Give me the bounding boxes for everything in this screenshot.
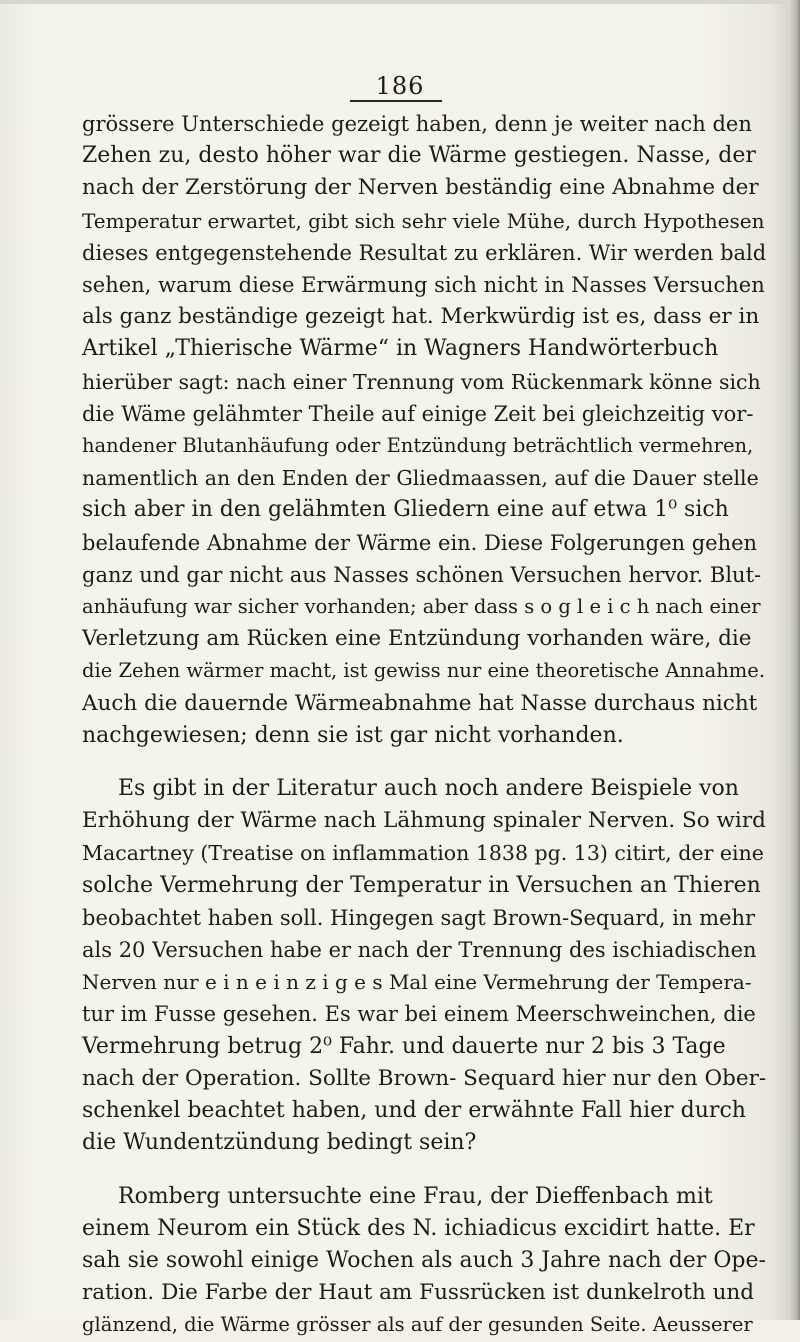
text-line: handener Blutanhäufung oder Entzündung beträchtlich vermehren, — [82, 434, 754, 458]
text-line: Temperatur erwartet, gibt sich sehr viele Mühe, durch Hypothesen — [82, 208, 765, 233]
text-line: hierüber sagt: nach einer Trennung vom Rückenmark könne sich — [82, 369, 761, 394]
text-line: belaufende Abnahme der Wärme ein. Diese Folgerungen gehen — [82, 530, 758, 555]
text-line: ganz und gar nicht aus Nasses schönen Versuchen hervor. Blut- — [82, 562, 762, 587]
paragraph-2 — [82, 773, 766, 1159]
text-line: schenkel beachtet haben, und der erwähnte Fall hier durch — [82, 1098, 746, 1124]
text-line: sehen, warum diese Erwärmung sich nicht in Nasses Versuchen — [82, 273, 765, 298]
text-line: Zehen zu, desto höher war die Wärme gestiegen. Nasse, der — [82, 143, 756, 169]
text-line: beobachtet haben soll. Hingegen sagt Brown-Sequard, in mehr — [82, 905, 756, 930]
page-number-rule — [350, 100, 442, 102]
paragraph-3 — [82, 1181, 766, 1342]
paragraph-gap — [82, 1160, 766, 1181]
text-line: dieses entgegenstehende Resultat zu erklären. Wir werden bald — [82, 240, 767, 265]
text-line: solche Vermehrung der Temperatur in Versuchen an Thieren — [82, 872, 761, 898]
paragraph-1 — [82, 108, 766, 752]
text-line: tur im Fusse gesehen. Es war bei einem Meerschweinchen, die — [82, 1002, 756, 1027]
text-line: einem Neurom ein Stück des N. ichiadicus excidirt hatte. Er — [82, 1215, 755, 1241]
text-line: grössere Unterschiede gezeigt haben, denn je weiter nach den — [82, 112, 752, 136]
text-line: die Zehen wärmer macht, ist gewiss nur eine theoretische Annahme. — [82, 659, 766, 683]
text-line: Macartney (Treatise on inflammation 1838 pg. 13) citirt, der eine — [82, 841, 764, 866]
text-line: die Wundentzündung bedingt sein? — [82, 1130, 477, 1156]
text-line: nach der Zerstörung der Nerven beständig eine Abnahme der — [82, 175, 759, 201]
text-line: nach der Operation. Sollte Brown- Sequard hier nur den Ober- — [82, 1065, 767, 1091]
text-line: Auch die dauernde Wärmeabnahme hat Nasse durchaus nicht — [82, 690, 758, 716]
text-line: sich aber in den gelähmten Gliedern eine auf etwa 1⁰ sich — [82, 497, 729, 523]
text-line: Es gibt in der Literatur auch noch andere Beispiele von — [118, 776, 739, 802]
text-line: nachgewiesen; denn sie ist gar nicht vorhanden. — [82, 722, 624, 748]
text-line: als 20 Versuchen habe er nach der Trennung des ischiadischen — [82, 938, 757, 963]
text-line: als ganz beständige gezeigt hat. Merkwürdig ist es, dass er in — [82, 304, 760, 330]
body-text — [82, 108, 766, 1342]
text-line: Artikel „Thierische Wärme“ in Wagners Handwörterbuch — [82, 336, 719, 362]
text-line: namentlich an den Enden der Gliedmaassen, auf die Dauer stelle — [82, 466, 759, 491]
paragraph-gap — [82, 752, 766, 773]
text-line: Nerven nur e i n e i n z i g e s Mal eine Vermehrung der Tempera- — [82, 970, 752, 995]
text-line: Romberg untersuchte eine Frau, der Dieffenbach mit — [118, 1183, 713, 1209]
text-line: die Wäme gelähmter Theile auf einige Zeit bei gleichzeitig vor- — [82, 401, 754, 426]
text-line: ration. Die Farbe der Haut am Fussrücken ist dunkelroth und — [82, 1280, 755, 1306]
text-line: Vermehrung betrug 2⁰ Fahr. und dauerte nur 2 bis 3 Tage — [82, 1033, 726, 1059]
text-line: Erhöhung der Wärme nach Lähmung spinaler Nerven. So wird — [82, 808, 766, 834]
text-line: glänzend, die Wärme grösser als auf der gesunden Seite. Aeusserer — [82, 1313, 753, 1337]
top-edge — [0, 0, 800, 4]
page-edge-shadow — [788, 0, 800, 1320]
text-line: Verletzung am Rücken eine Entzündung vorhanden wäre, die — [82, 626, 752, 652]
text-line: sah sie sowohl einige Wochen als auch 3 Jahre nach der Ope- — [82, 1247, 766, 1273]
text-line: anhäufung war sicher vorhanden; aber dass s o g l e i c h nach einer — [82, 595, 761, 619]
page-number: 186 — [375, 72, 425, 100]
